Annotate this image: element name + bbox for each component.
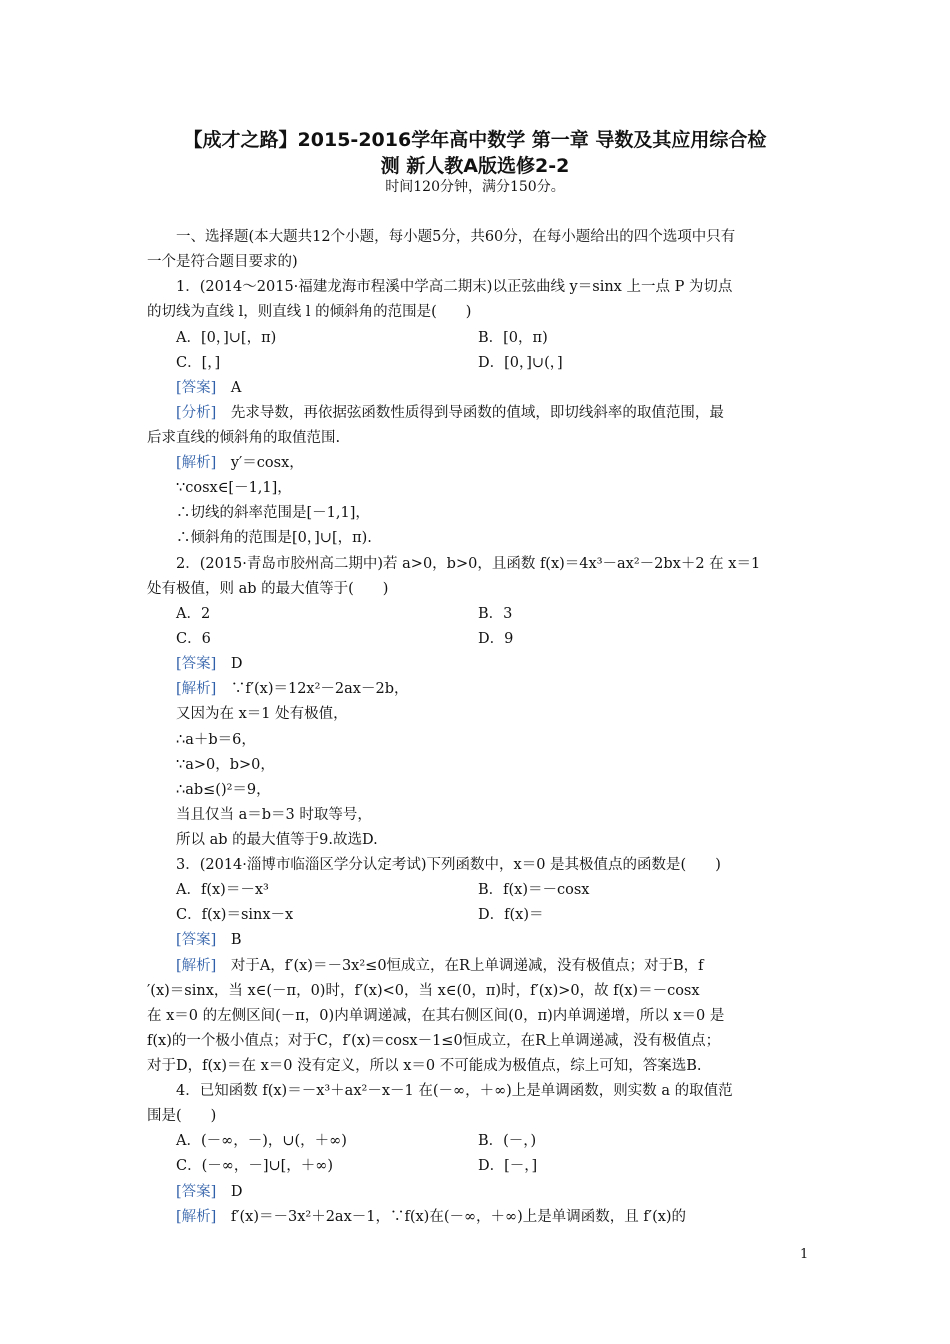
q1-solution-line2: ∵cosx∈[－1,1]， [176,480,292,496]
q2-stem-line1: 2．(2015·青岛市胶州高二期中)若 a>0，b>0，且函数 f(x)＝4x³－ax²－2bx＋2 在 x＝1 [176,556,761,572]
answer-tag: [答案] [176,932,217,948]
q4-stem-line2: 围是( ) [147,1108,217,1124]
q1-option-c: C．[，] [176,355,221,371]
q2-option-d: D．9 [478,631,514,647]
q3-option-c: C．f(x)＝sinx－x [176,907,294,923]
q1-solution-line1 [176,453,840,473]
q3-solution-line2: ′(x)＝sinx，当 x∈(－π，0)时，f′(x)<0，当 x∈(0，π)时，f′(x)>0，故 f(x)＝－cosx [147,983,700,999]
section-heading-continued: 一个是符合题目要求的) [147,254,298,270]
q3-option-d: D．f(x)＝ [478,907,544,923]
answer-tag: [答案] [176,380,217,396]
solution-tag: [解析] [176,958,217,974]
q3-solution-line5: 对于D，f(x)＝在 x＝0 没有定义，所以 x＝0 不可能成为极值点，综上可知，答案选B. [147,1058,702,1074]
q4-solution-line1 [176,1207,840,1227]
q1-option-d: D．[0，]∪(，] [478,355,563,371]
q1-solution-line4: ∴倾斜角的范围是[0，]∪[，π). [176,530,372,546]
q2-solution-line4: ∵a>0，b>0， [176,757,275,773]
q2-solution-text: ∵f′(x)＝12x²－2ax－2b， [230,681,409,697]
q1-solution-line3: ∴切线的斜率范围是[－1,1]， [176,505,370,521]
section-heading: 一、选择题(本大题共12个小题，每小题5分，共60分，在每小题给出的四个选项中只有 [176,229,736,245]
q2-solution-line1 [176,679,840,699]
document-title: 【成才之路】2015-2016学年高中数学 第一章 导数及其应用综合检 [183,129,767,151]
q1-analysis-line2: 后求直线的倾斜角的取值范围. [147,430,341,446]
time-info: 时间120分钟，满分150分。 [385,179,565,195]
q1-solution-text: y′＝cosx， [230,455,304,471]
q3-stem-line1: 3．(2014·淄博市临淄区学分认定考试)下列函数中，x＝0 是其极值点的函数是( ) [176,857,721,873]
q3-solution-line4: f(x)的一个极小值点；对于C，f′(x)＝cosx－1≤0恒成立，在R上单调递减，没有极值点； [147,1033,721,1049]
analysis-tag: [分析] [176,405,217,421]
q1-option-a: A．[0，]∪[，π) [176,330,277,346]
q2-solution-line5: ∴ab≤()²＝9， [176,782,271,798]
q4-solution-text: f′(x)＝－3x²＋2ax－1，∵f(x)在(－∞，＋∞)上是单调函数，且 f′(x)的 [230,1209,687,1225]
q1-stem-line2: 的切线为直线 l，则直线 l 的倾斜角的范围是( ) [147,304,472,320]
page-number: 1 [800,1247,809,1262]
solution-tag: [解析] [176,1209,217,1225]
q3-solution-line1 [176,956,840,976]
q1-stem-line1: 1．(2014～2015·福建龙海市程溪中学高二期末)以正弦曲线 y＝sinx 上一点 P 为切点 [176,279,733,295]
q1-analysis-line1 [176,403,840,423]
solution-tag: [解析] [176,681,217,697]
q3-solution-line3: 在 x＝0 的左侧区间(－π，0)内单调递减，在其右侧区间(0，π)内单调递增，所以 x＝0 是 [147,1008,725,1024]
q3-answer [176,930,840,950]
q2-option-a: A．2 [176,606,211,622]
q4-option-d: D．[－，] [478,1158,538,1174]
q3-solution-text: 对于A，f′(x)＝－3x²≤0恒成立，在R上单调递减，没有极值点；对于B，f [230,958,704,974]
q1-analysis-text: 先求导数，再依据弦函数性质得到导函数的值域，即切线斜率的取值范围，最 [230,405,724,421]
q2-stem-line2: 处有极值，则 ab 的最大值等于( ) [147,581,389,597]
q3-answer-value: B [230,932,242,948]
q3-option-b: B．f(x)＝－cosx [478,882,590,898]
q4-answer-value: D [230,1184,243,1200]
q2-solution-line2: 又因为在 x＝1 处有极值， [176,706,348,722]
q4-stem-line1: 4．已知函数 f(x)＝－x³＋ax²－x－1 在(－∞，＋∞)上是单调函数，则实数 a 的取值范 [176,1083,733,1099]
q4-option-c: C．(－∞，－]∪[，＋∞) [176,1158,334,1174]
q2-option-b: B．3 [478,606,513,622]
q1-option-b: B．[0，π) [478,330,548,346]
q2-option-c: C．6 [176,631,211,647]
q4-option-a: A．(－∞，－)，∪(，＋∞) [176,1133,347,1149]
q2-answer [176,654,840,674]
answer-tag: [答案] [176,656,217,672]
q2-solution-line7: 所以 ab 的最大值等于9.故选D. [176,832,378,848]
q4-option-b: B．(－，) [478,1133,537,1149]
q1-answer-value: A [230,380,242,396]
solution-tag: [解析] [176,455,217,471]
document-title-continued: 测 新人教A版选修2-2 [380,155,570,177]
q2-solution-line3: ∴a＋b＝6， [176,732,256,748]
q2-answer-value: D [230,656,243,672]
q4-answer [176,1182,840,1202]
q3-option-a: A．f(x)＝－x³ [176,882,269,898]
q1-answer [176,378,840,398]
q2-solution-line6: 当且仅当 a＝b＝3 时取等号， [176,807,372,823]
answer-tag: [答案] [176,1184,217,1200]
